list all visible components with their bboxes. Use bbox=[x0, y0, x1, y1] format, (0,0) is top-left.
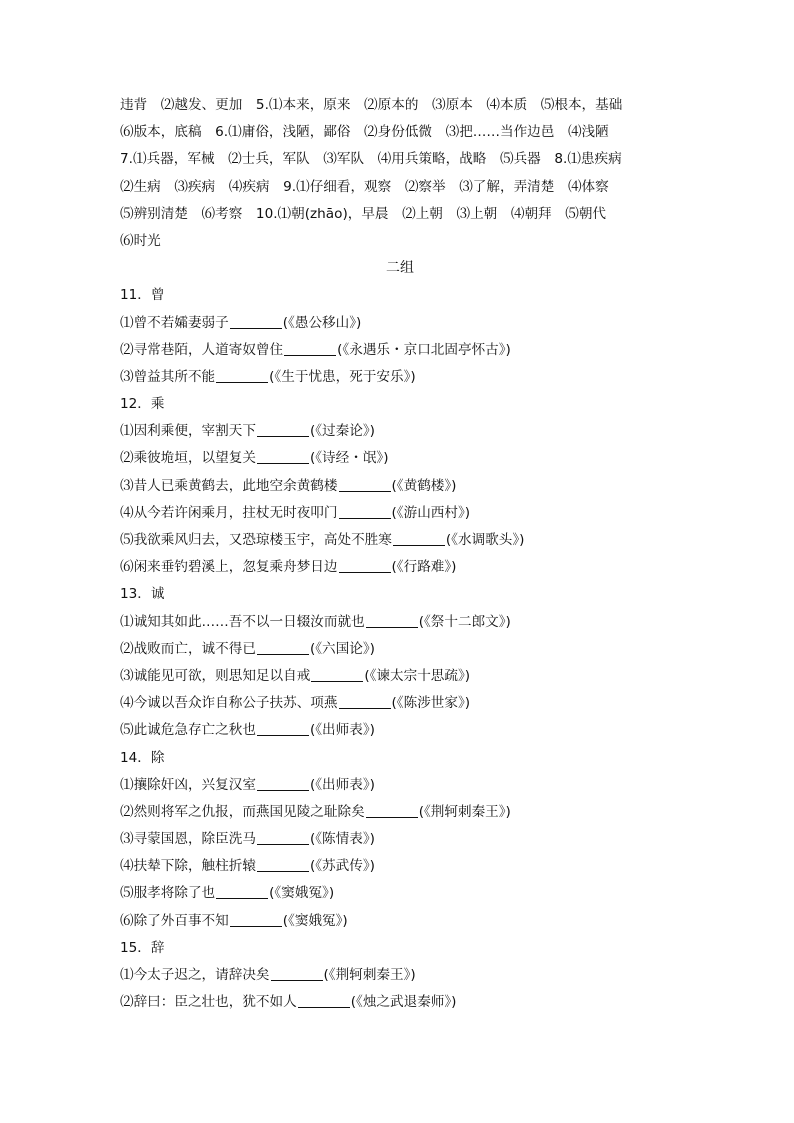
answer-blank bbox=[230, 314, 282, 329]
item-text: 从今若许闲乘月，拄杖无时夜叩门 bbox=[133, 504, 338, 521]
answer-blank bbox=[298, 993, 350, 1008]
item-text: 昔人已乘黄鹤去，此地空余黄鹤楼 bbox=[133, 477, 338, 494]
answer-line: 7.⑴兵器，军械 ⑵士兵，军队 ⑶军队 ⑷用兵策略，战略 ⑸兵器 8.⑴患疾病 bbox=[120, 151, 622, 168]
item-source: (《生于忧患，死于安乐》) bbox=[269, 368, 416, 385]
item-number: ⑹ bbox=[120, 912, 134, 929]
question-item bbox=[120, 445, 680, 472]
item-source: (《过秦论》) bbox=[309, 423, 375, 440]
item-number: ⑶ bbox=[120, 831, 134, 848]
item-number: ⑹ bbox=[120, 559, 134, 576]
item-text: 扶辇下除，触柱折辕 bbox=[133, 858, 256, 875]
question-item bbox=[120, 962, 680, 989]
item-text: 今诚以吾众诈自称公子扶苏、项燕 bbox=[133, 695, 338, 712]
question-item bbox=[120, 880, 680, 907]
item-source: (《祭十二郎文》) bbox=[418, 613, 511, 630]
answer-blank bbox=[284, 341, 336, 356]
item-text: 辞曰：臣之壮也，犹不如人 bbox=[133, 994, 297, 1011]
item-number: ⑷ bbox=[120, 695, 134, 712]
answer-blank bbox=[257, 640, 309, 655]
answer-blank bbox=[339, 558, 391, 573]
item-number: ⑴ bbox=[120, 967, 134, 983]
item-source: (《窦娥冤》) bbox=[269, 885, 335, 902]
item-number: ⑴ bbox=[120, 314, 134, 331]
question-heading: 13．诚 bbox=[120, 586, 165, 603]
item-text: 然则将军之仇报，而燕国见陵之耻除矣 bbox=[133, 803, 365, 820]
answer-blank bbox=[216, 884, 268, 899]
question-heading: 11．曾 bbox=[120, 287, 165, 304]
item-source: (《六国论》) bbox=[309, 640, 375, 657]
question-heading: 14．除 bbox=[120, 749, 165, 766]
item-source: (《烛之武退秦师》) bbox=[350, 994, 457, 1011]
item-number: ⑶ bbox=[120, 477, 134, 494]
item-text: 今太子迟之，请辞决矣 bbox=[133, 967, 270, 983]
question-item bbox=[120, 364, 680, 391]
answer-blank bbox=[311, 667, 363, 682]
question-item bbox=[120, 772, 680, 799]
answer-blank bbox=[366, 803, 418, 818]
question-heading: 15．辞 bbox=[120, 939, 165, 956]
item-text: 此诚危急存亡之秋也 bbox=[133, 722, 256, 739]
item-text: 诚能见可欲，则思知足以自戒 bbox=[133, 667, 311, 684]
item-source: (《荆轲刺秦王》) bbox=[323, 967, 416, 983]
item-source: (《行路难》) bbox=[391, 559, 457, 576]
item-source: (《窦娥冤》) bbox=[282, 912, 348, 929]
item-source: (《出师表》) bbox=[309, 722, 375, 739]
answer-blank bbox=[339, 477, 391, 492]
section-title: 二组 bbox=[386, 260, 414, 277]
item-text: 战败而亡，诚不得已 bbox=[133, 640, 256, 657]
answer-blank bbox=[257, 830, 309, 845]
question-item bbox=[120, 310, 680, 337]
item-number: ⑵ bbox=[120, 450, 134, 467]
item-source: (《黄鹤楼》) bbox=[391, 477, 457, 494]
question-item bbox=[120, 609, 680, 636]
question-item bbox=[120, 473, 680, 500]
answer-blank bbox=[257, 449, 309, 464]
question-item bbox=[120, 717, 680, 744]
question-item bbox=[120, 853, 680, 880]
item-text: 诚知其如此……吾不以一日辍汝而就也 bbox=[133, 613, 365, 630]
item-text: 我欲乘风归去，又恐琼楼玉宇，高处不胜寒 bbox=[133, 532, 392, 548]
item-number: ⑵ bbox=[120, 803, 134, 820]
answer-blank bbox=[257, 776, 309, 791]
answer-line: 违背 ⑵越发、更加 5.⑴本来，原来 ⑵原本的 ⑶原本 ⑷本质 ⑸根本，基础 bbox=[120, 97, 623, 113]
answer-line: ⑸辨别清楚 ⑹考察 10.⑴朝(zhāo)，早晨 ⑵上朝 ⑶上朝 ⑷朝拜 ⑸朝代 bbox=[120, 205, 607, 222]
item-source: (《游山西村》) bbox=[391, 504, 471, 521]
question-item bbox=[120, 636, 680, 663]
answer-blank bbox=[393, 531, 445, 546]
item-number: ⑸ bbox=[120, 885, 134, 902]
item-number: ⑸ bbox=[120, 722, 134, 739]
item-source: (《诗经・氓》) bbox=[309, 450, 389, 467]
item-source: (《愚公移山》) bbox=[282, 314, 362, 331]
answer-line: ⑹时光 bbox=[120, 232, 161, 249]
question-item bbox=[120, 989, 680, 1016]
item-number: ⑵ bbox=[120, 341, 134, 358]
question-item bbox=[120, 337, 680, 364]
item-source: (《陈情表》) bbox=[309, 831, 375, 848]
document-page bbox=[120, 92, 680, 1016]
item-source: (《出师表》) bbox=[309, 776, 375, 793]
answer-blank bbox=[230, 912, 282, 927]
answer-blank bbox=[216, 368, 268, 383]
item-number: ⑸ bbox=[120, 532, 134, 548]
answer-blank bbox=[257, 422, 309, 437]
item-text: 乘彼垝垣，以望复关 bbox=[133, 450, 256, 467]
item-number: ⑴ bbox=[120, 613, 134, 630]
item-text: 除了外百事不知 bbox=[133, 912, 229, 929]
answer-blank bbox=[339, 694, 391, 709]
item-source: (《永遇乐・京口北固亭怀古》) bbox=[337, 341, 511, 358]
answer-blank bbox=[366, 613, 418, 628]
question-item bbox=[120, 908, 680, 935]
item-number: ⑶ bbox=[120, 667, 134, 684]
item-source: (《水调歌头》) bbox=[445, 532, 525, 548]
question-item bbox=[120, 554, 680, 581]
question-item bbox=[120, 690, 680, 717]
item-text: 闲来垂钓碧溪上，忽复乘舟梦日边 bbox=[133, 559, 338, 576]
item-source: (《陈涉世家》) bbox=[391, 695, 471, 712]
item-text: 攘除奸凶，兴复汉室 bbox=[133, 776, 256, 793]
item-text: 寻蒙国恩，除臣洗马 bbox=[133, 831, 256, 848]
question-item bbox=[120, 826, 680, 853]
item-number: ⑶ bbox=[120, 368, 134, 385]
item-text: 曾不若孀妻弱子 bbox=[133, 314, 229, 331]
question-item bbox=[120, 799, 680, 826]
item-text: 因利乘便，宰割天下 bbox=[133, 423, 256, 440]
item-text: 曾益其所不能 bbox=[133, 368, 216, 385]
answer-blank bbox=[257, 857, 309, 872]
question-item bbox=[120, 418, 680, 445]
answer-blank bbox=[257, 721, 309, 736]
item-number: ⑷ bbox=[120, 504, 134, 521]
answer-line: ⑹版本，底稿 6.⑴庸俗，浅陋，鄙俗 ⑵身份低微 ⑶把……当作边邑 ⑷浅陋 bbox=[120, 124, 609, 141]
item-source: (《荆轲刺秦王》) bbox=[418, 803, 511, 820]
item-source: (《苏武传》) bbox=[309, 858, 375, 875]
answer-blank bbox=[339, 504, 391, 519]
item-text: 服孝将除了也 bbox=[133, 885, 216, 902]
answer-line: ⑵生病 ⑶疾病 ⑷疾病 9.⑴仔细看，观察 ⑵察举 ⑶了解，弄清楚 ⑷体察 bbox=[120, 178, 609, 195]
item-number: ⑷ bbox=[120, 858, 134, 875]
question-heading: 12．乘 bbox=[120, 396, 165, 413]
question-item bbox=[120, 500, 680, 527]
item-number: ⑴ bbox=[120, 776, 134, 793]
item-text: 寻常巷陌，人道寄奴曾住 bbox=[133, 341, 284, 358]
item-number: ⑵ bbox=[120, 640, 134, 657]
question-item bbox=[120, 527, 680, 554]
item-source: (《谏太宗十思疏》) bbox=[364, 667, 471, 684]
item-number: ⑵ bbox=[120, 994, 134, 1011]
question-item bbox=[120, 663, 680, 690]
answer-blank bbox=[271, 966, 323, 981]
item-number: ⑴ bbox=[120, 423, 134, 440]
